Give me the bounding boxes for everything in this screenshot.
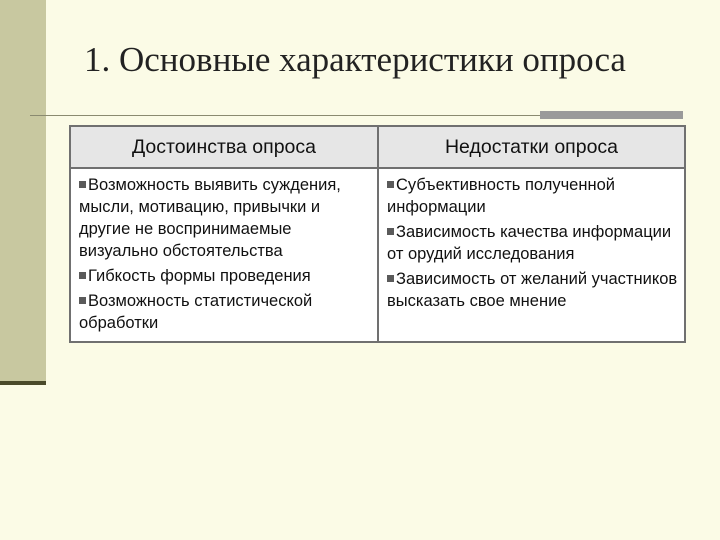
advantages-cell — [70, 168, 378, 342]
advantages-header: Достоинства опроса — [70, 126, 378, 168]
left-accent-bar-cap — [0, 381, 46, 385]
square-bullet-icon — [387, 275, 394, 282]
square-bullet-icon — [79, 272, 86, 279]
disadvantage-text: Зависимость качества информации от орудий исследования — [387, 223, 672, 263]
list-item — [387, 221, 678, 265]
comparison-table — [69, 125, 686, 343]
table-row — [70, 168, 685, 342]
advantage-text: Возможность выявить суждения, мысли, мотивацию, привычки и другие не воспринимаемые визуально обстоятельства — [79, 176, 341, 260]
list-item — [387, 268, 678, 312]
slide-title: 1. Основные характеристики опроса — [84, 40, 626, 79]
list-item — [79, 174, 371, 262]
advantage-text: Гибкость формы проведения — [88, 267, 311, 285]
square-bullet-icon — [387, 181, 394, 188]
title-rule-accent — [540, 111, 683, 119]
advantage-text: Возможность статистической обработки — [79, 292, 313, 332]
square-bullet-icon — [387, 228, 394, 235]
square-bullet-icon — [79, 297, 86, 304]
left-accent-bar — [0, 0, 46, 383]
list-item — [79, 265, 371, 287]
disadvantage-text: Зависимость от желаний участников высказать свое мнение — [387, 270, 678, 310]
title-rule — [30, 115, 540, 116]
list-item — [387, 174, 678, 218]
table-header-row — [70, 126, 685, 168]
disadvantages-cell — [378, 168, 685, 342]
disadvantages-header: Недостатки опроса — [378, 126, 685, 168]
square-bullet-icon — [79, 181, 86, 188]
list-item — [79, 290, 371, 334]
disadvantage-text: Субъективность полученной информации — [387, 176, 615, 216]
